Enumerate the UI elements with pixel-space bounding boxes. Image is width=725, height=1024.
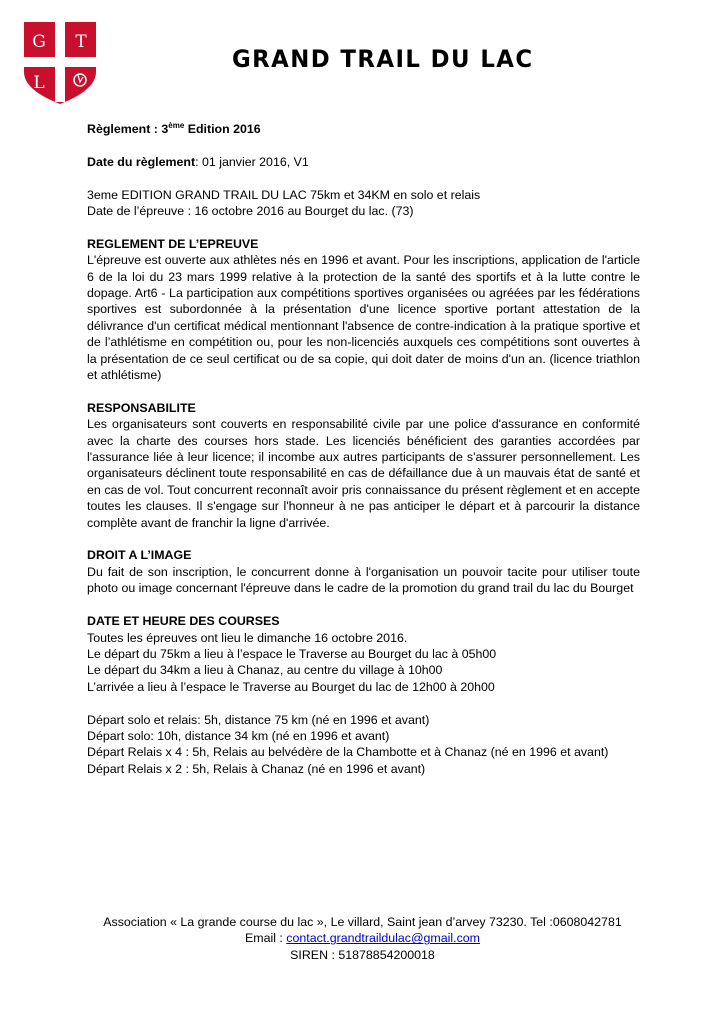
logo-letter-g: G <box>32 32 46 52</box>
footer-email-link[interactable]: contact.grandtraildulac@gmail.com <box>286 931 481 946</box>
schedule-line: Le départ du 34km a lieu à Chanaz, au centre du village à 10h00 <box>87 663 443 678</box>
document-body <box>87 121 640 777</box>
depart-line: Départ solo: 10h, distance 34 km (né en 1996 et avant) <box>87 728 390 743</box>
depart-line: Départ Relais x 2 : 5h, Relais à Chanaz (né en 1996 et avant) <box>87 761 426 776</box>
depart-line: Départ solo et relais: 5h, distance 75 km (né en 1996 et avant) <box>87 712 430 727</box>
intro-line: 3eme EDITION GRAND TRAIL DU LAC 75km et 34KM en solo et relais <box>87 187 481 202</box>
section-body-reglement: L'épreuve est ouverte aux athlètes nés en 1996 et avant. Pour les inscriptions, application de l'article 6 de la loi du 23 mars 1999 relative à la protection de la santé des sportifs et à la lutte contre le dopage. Art6 - La participation aux compétitions sportives organisées ou agréées par les fédérations sportives est subordonnée à la présentation d'une licence sportive portant attestation de la délivrance d'un certificat médical mentionnant l'absence de contre-indication à la pratique sportive et de l’athlétisme en compétition ou, pour les non-licenciés auxquels ces compétitions sont ouvertes à la présentation de ce seul certificat ou de sa copie, qui doit dater de moins d'un an. (licence triathlon et athlétisme) <box>87 253 640 383</box>
section-heading-date-heure: DATE ET HEURE DES COURSES <box>87 614 280 629</box>
logo-letter-t: T <box>75 32 87 52</box>
section-heading-responsabilite: RESPONSABILITE <box>87 400 196 415</box>
cross-horizontal <box>24 57 96 67</box>
footer-association: Association « La grande course du lac », Le villard, Saint jean d’arvey 73230. Tel :0608042781 <box>103 915 622 929</box>
schedule-line: L’arrivée a lieu à l’espace le Traverse au Bourget du lac de 12h00 à 20h00 <box>87 679 495 694</box>
intro-line: Date de l’épreuve : 16 octobre 2016 au Bourget du lac. (73) <box>87 204 414 218</box>
footer-email-label: Email : <box>244 931 287 946</box>
section-body-responsabilite: Les organisateurs sont couverts en responsabilité civile par une police d'assurance en conformité avec la charte des courses hors stade. Les licenciés bénéficient des garanties accordées par l'assurance liée à leur licence; il incombe aux autres participants de s'assurer personnellement. Les organisateurs déclinent toute responsabilité en cas de défaillance due à un mauvais état de santé et en cas de vol. Tout concurrent reconnaît avoir pris connaissance du présent règlement et en accepte toutes les clauses. Il s'engage sur l'honneur à ne pas anticiper le départ et à parcourir la distance complète avant de franchir la ligne d'arrivée. <box>87 417 640 530</box>
schedule-line: Le départ du 75km a lieu à l’espace le Traverse au Bourget du lac à 05h00 <box>87 646 497 661</box>
gtl-logo <box>22 20 98 106</box>
section-heading-reglement: REGLEMENT DE L’EPREUVE <box>87 236 259 251</box>
date-reglement: Date du règlement: 01 janvier 2016, V1 <box>87 154 309 169</box>
footer <box>0 914 725 963</box>
schedule-line: Toutes les épreuves ont lieu le dimanche 16 octobre 2016. <box>87 630 408 645</box>
section-heading-droit-image: DROIT A L’IMAGE <box>87 548 192 563</box>
page-title: GRAND TRAIL DU LAC <box>232 45 534 73</box>
depart-line: Départ Relais x 4 : 5h, Relais au belvédère de la Chambotte et à Chanaz (né en 1996 et avant) <box>87 745 609 760</box>
logo-letter-l: L <box>33 73 45 93</box>
footer-siren: SIREN : 51878854200018 <box>290 947 435 962</box>
footer-email-line <box>0 930 725 946</box>
reglement-edition: Règlement : 3ème Edition 2016 <box>87 120 261 136</box>
section-body-droit-image: Du fait de son inscription, le concurrent donne à l'organisation un pouvoir tacite pour utiliser toute photo ou image concernant l'épreuve dans le cadre de la promotion du grand trail du lac du Bourget <box>87 564 640 596</box>
